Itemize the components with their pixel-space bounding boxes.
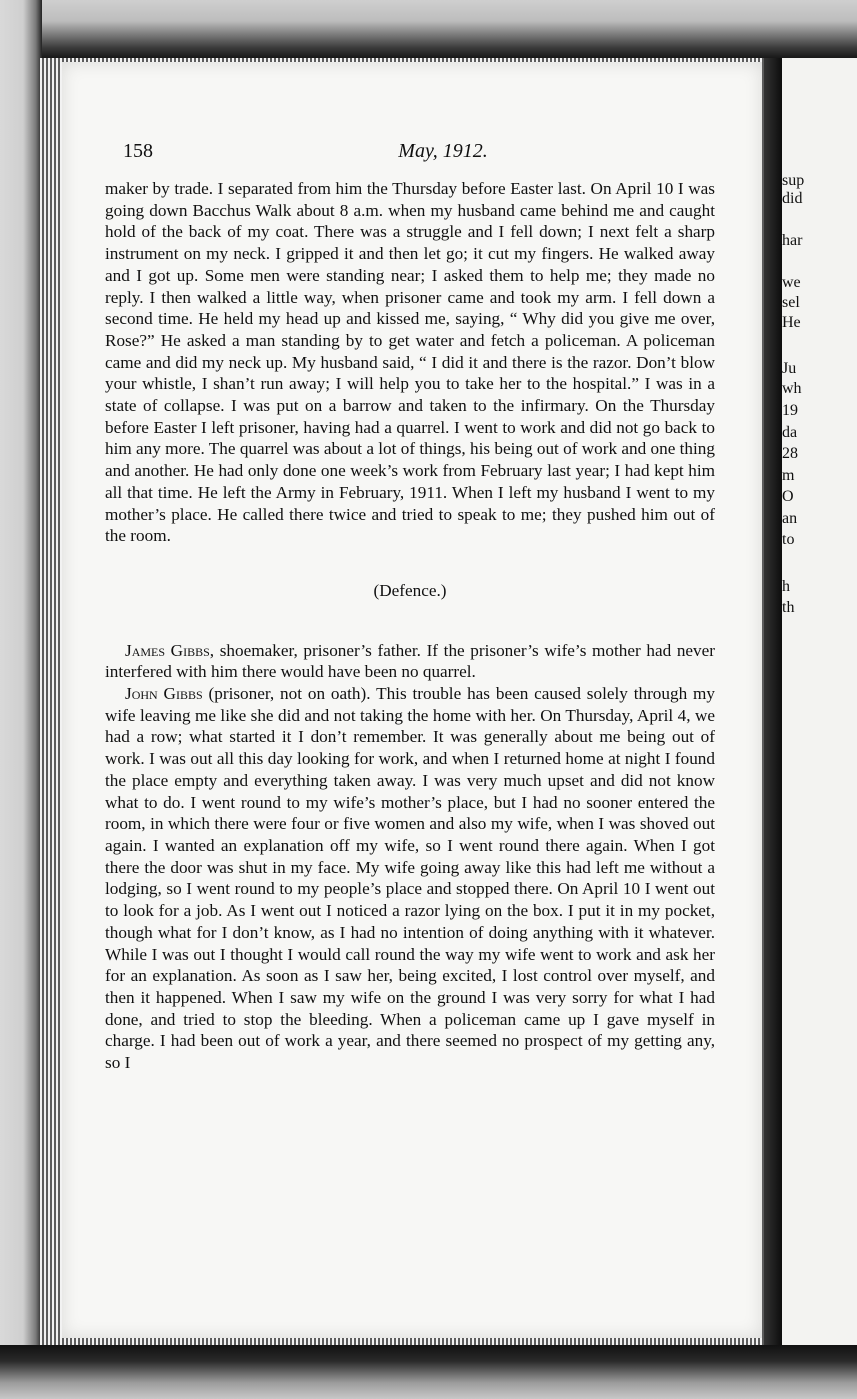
facing-page (782, 58, 857, 1348)
scan-background-left (0, 0, 42, 1399)
facing-page-fragment: did (782, 190, 803, 207)
page-body (105, 178, 715, 1074)
testimony-paragraph: maker by trade. I separated from him the Thursday before Easter last. On April 10 I was going down Bacchus Walk about 8 a.m. when my husband came behind me and caught hold of the back of my coat. There was a struggle and I fell down; I next felt a sharp instrument on my neck. I gripped it and then let go; it cut my fingers. He walked away and I got up. Some men were standing near; I asked them to help me; they made no reply. I then walked a little way, when prisoner came and took my arm. I fell down a second time. He held my head up and kissed me, saying, “ Why did you give me over, Rose?” He asked a man standing by to get water and fetch a policeman. A policeman came and did my neck up. My husband said, “ I did it and there is the razor. Don’t blow your whistle, I shan’t run away; I will help you to take her to the hospital.” I was in a state of collapse. I was put on a barrow and taken to the infirmary. On the Thursday before Easter I left prisoner, having had a quarrel. I went to work and did not go back to him any more. The quarrel was about a lot of things, his being out of work and one thing and another. He had only done one week’s work from February last year; I had kept him all that time. He left the Army in February, 1911. When I left my husband I went to my mother’s place. He called there twice and tried to speak to me; they pushed him out of the room. (105, 179, 715, 546)
witness-text: (prisoner, not on oath). This trouble has been caused solely through my wife leaving me like she did and not taking the home with her. On Thursday, April 4, we had a row; what started it I don’t remember. It was generally about me being out of work. I was out all this day looking for work, and when I returned home at night I found the place empty and everything taken away. I was very much upset and did not know what to do. I went round to my wife’s mother’s place, but I had no sooner entered the room, in which there were four or five women and also my wife, when I was shoved out again. I wanted an explanation off my wife, so I went round there again. When I got there the door was shut in my face. My wife going away like this had left me without a lodging, so I went round to my people’s place and stopped there. On April 10 I went out to look for a job. As I went out I noticed a razor lying on the box. I put it in my pocket, though what for I don’t know, as I had no intention of doing anything with it whatever. While I was out I thought I would call round the way my wife went to work and ask her for an explanation. As soon as I saw her, being excited, I lost control over myself, and then it happened. When I saw my wife on the ground I was very sorry for what I had done, and tried to stop the bleeding. When a policeman came up I gave myself in charge. I had been out of work a year, and there seemed no prospect of my getting any, so I (105, 684, 716, 1073)
facing-page-fragment: h (782, 578, 790, 595)
witness-text: , shoemaker, prisoner’s father. If the prisoner’s wife’s mother had never interfered with him there would have been no quarrel. (105, 640, 715, 682)
book-gutter (764, 58, 782, 1348)
page-header (123, 140, 713, 168)
witness-name: John Gibbs (125, 684, 203, 704)
facing-page-fragment: Ju (782, 360, 797, 377)
facing-page-fragment: sel (782, 294, 800, 311)
witness-name: James Gibbs (125, 640, 210, 660)
facing-page-fragment: 19 (782, 402, 798, 419)
facing-page-fragment: da (782, 424, 798, 441)
facing-page-fragment: sup (782, 172, 805, 189)
page-number: 158 (123, 140, 153, 162)
facing-page-fragment: wh (782, 380, 802, 397)
facing-page-fragment: 28 (782, 445, 798, 462)
facing-page-fragment: to (782, 531, 795, 548)
facing-page-fragment: har (782, 232, 803, 249)
witness-paragraph-james-gibbs (105, 640, 715, 683)
facing-page-fragment: we (782, 274, 801, 291)
facing-page-fragment: m (782, 467, 795, 484)
facing-page-fragment: th (782, 599, 795, 616)
running-head (123, 140, 713, 163)
scan-background-bottom (0, 1345, 857, 1399)
running-head-text: May, 1912. (398, 140, 488, 162)
scan-background-top (0, 0, 857, 60)
section-heading: (Defence.) (373, 580, 447, 600)
facing-page-fragment: O (782, 488, 794, 505)
facing-page-fragment: He (782, 314, 801, 331)
witness-paragraph-john-gibbs (105, 683, 715, 1074)
facing-page-fragment: an (782, 510, 798, 527)
